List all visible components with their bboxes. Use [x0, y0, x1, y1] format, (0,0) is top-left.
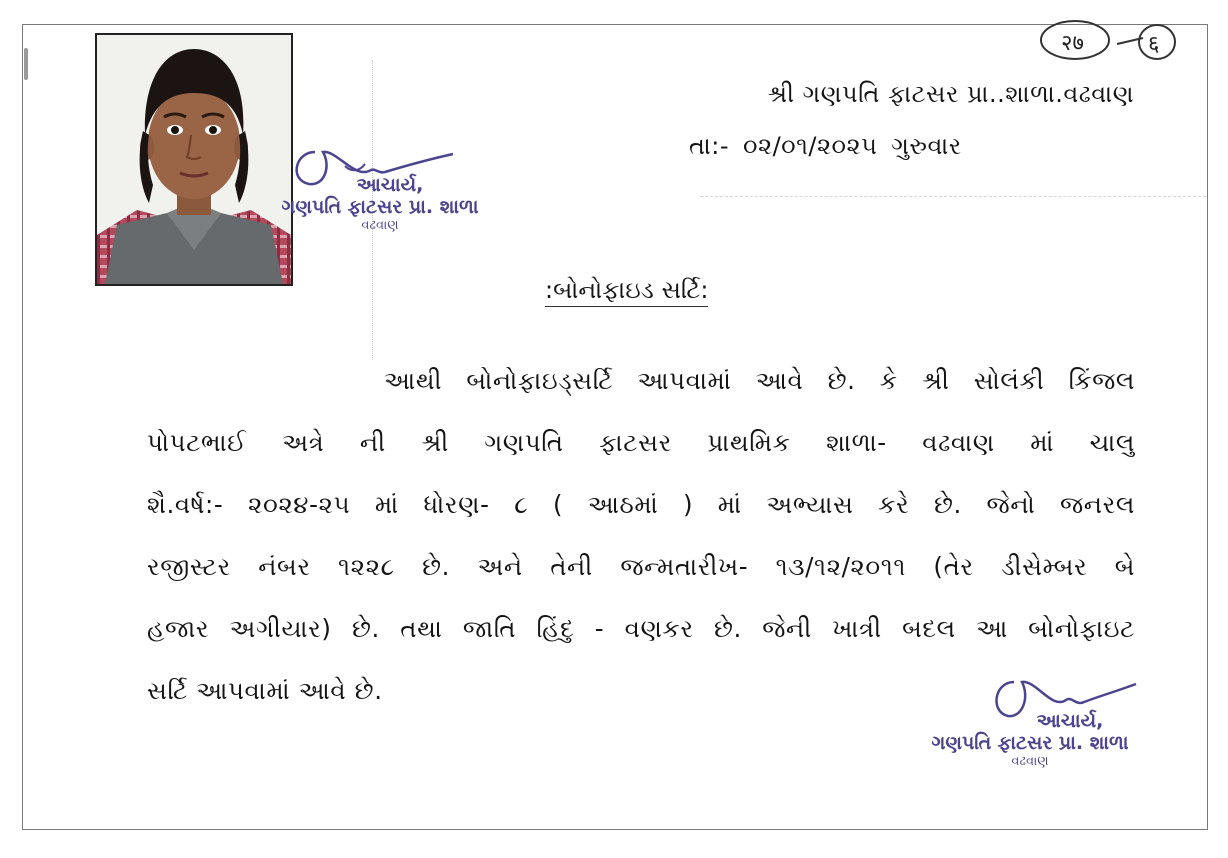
handwritten-reference — [1035, 14, 1185, 74]
date-prefix: તા:- — [689, 132, 730, 160]
body-line-2: પોપટભાઈ અત્રે ની શ્રી ગણપતિ ફાટસર પ્રાથમિક શાળા- વઢવાણ માં ચાલુ — [147, 428, 1135, 457]
date-line — [689, 132, 976, 160]
scan-line — [700, 196, 1206, 197]
punch-mark — [24, 48, 28, 80]
handwritten-number-right: ६ — [1148, 32, 1160, 57]
certificate-title: :બોનોફાઇડ સર્ટિ: — [545, 276, 708, 307]
stamp-title-bottom: આચાર્ય, — [1036, 710, 1104, 732]
stamp-place-top: વઢવાણ — [361, 218, 399, 233]
stamp-school-bottom: ગણપતિ ફાટસર પ્રા. શાળા — [931, 732, 1129, 754]
body-line-1: આથી બોનોફાઇડ્સર્ટિ આપવામાં આવે છે. કે શ્રી સોલંકી કિંજલ — [384, 366, 1135, 395]
body-line-6: સર્ટિ આપવામાં આવે છે. — [147, 676, 383, 705]
school-name: શ્રી ગણપતિ ફાટસર પ્રા..શાળા.વઢવાણ — [767, 80, 1134, 108]
handwritten-number-left: २७ — [1061, 31, 1084, 56]
stamp-title-top: આચાર્ય, — [356, 174, 424, 196]
body-line-4: રજીસ્ટર નંબર ૧૨૨૮ છે. અને તેની જન્મતારીખ- ૧૩/૧૨/૨૦૧૧ (તેર ડીસેમ્બર બે — [147, 552, 1135, 581]
date-value: ૦૨/૦૧/૨૦૨૫ — [743, 132, 878, 160]
body-line-5: હજાર અગીયાર) છે. તથા જાતિ હિંદુ - વણકર છે. જેની ખાત્રી બદલ આ બોનોફાઇટ — [147, 614, 1135, 643]
stamp-school-top: ગણપતિ ફાટસર પ્રા. શાળા — [281, 196, 479, 218]
stamp-place-bottom: વઢવાણ — [1011, 754, 1049, 769]
principal-stamp-bottom — [880, 672, 1180, 769]
day-value: ગુરુવાર — [891, 132, 962, 160]
body-line-3: શૈ.વર્ષ:- ૨૦૨૪-૨૫ માં ધોરણ- ૮ ( આઠમાં ) માં અભ્યાસ કરે છે. જેનો જનરલ — [147, 490, 1135, 519]
principal-stamp-top — [235, 140, 525, 233]
